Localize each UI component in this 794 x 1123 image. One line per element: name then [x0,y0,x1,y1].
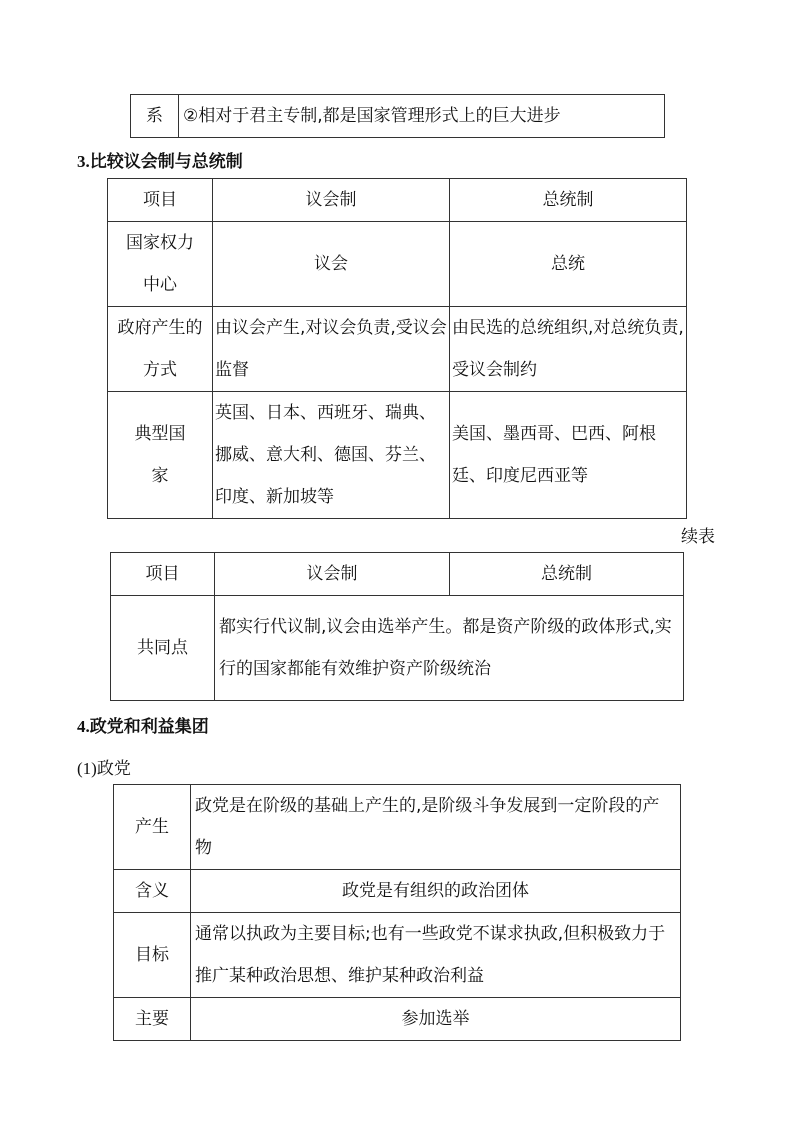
column-header: 总统制 [450,553,684,596]
row-text: 都实行代议制,议会由选举产生。都是资产阶级的政体形式,实行的国家都能有效维护资产阶级统治 [215,596,684,701]
table-row [114,998,681,1041]
row-label: 系 [131,95,179,138]
row-item: 政府产生的方式 [108,307,213,392]
column-header: 项目 [108,179,213,222]
continued-label: 续表 [681,527,715,547]
table-row [108,222,687,307]
table-row [114,870,681,913]
column-header: 总统制 [450,179,687,222]
section-heading-3 [77,147,243,172]
table-row [108,307,687,392]
section-number: 4. [77,717,90,736]
row-label: 产生 [114,785,191,870]
row-item: 国家权力中心 [108,222,213,307]
cell-parliamentary: 英国、日本、西班牙、瑞典、挪威、意大利、德国、芬兰、印度、新加坡等 [213,392,450,519]
row-text: 政党是有组织的政治团体 [191,870,681,913]
cell-presidential: 美国、墨西哥、巴西、阿根廷、印度尼西亚等 [450,392,687,519]
column-header: 议会制 [213,179,450,222]
table-header-row [108,179,687,222]
table-row [108,392,687,519]
row-text: ②相对于君主专制,都是国家管理形式上的巨大进步 [179,95,665,138]
row-item: 共同点 [111,596,215,701]
cell-presidential: 由民选的总统组织,对总统负责,受议会制约 [450,307,687,392]
column-header: 议会制 [215,553,450,596]
table-row [111,596,684,701]
row-label: 含义 [114,870,191,913]
section-title: 比较议会制与总统制 [89,152,243,172]
row-label: 主要 [114,998,191,1041]
cell-presidential: 总统 [450,222,687,307]
table-row [131,95,665,138]
table-header-row [111,553,684,596]
column-header: 项目 [111,553,215,596]
table-fragment-top [130,94,665,138]
section-heading-4 [77,712,209,737]
row-text: 参加选举 [191,998,681,1041]
section-number: 3. [77,152,90,171]
section-title: 政党和利益集团 [89,717,209,737]
table-row [114,913,681,998]
subsection-number: (1) [77,759,97,778]
row-text: 通常以执政为主要目标;也有一些政党不谋求执政,但积极致力于推广某种政治思想、维护某种政治利益 [191,913,681,998]
row-text: 政党是在阶级的基础上产生的,是阶级斗争发展到一定阶段的产物 [191,785,681,870]
cell-parliamentary: 议会 [213,222,450,307]
row-item: 典型国家 [108,392,213,519]
party-table [113,784,681,1041]
subsection-title: 政党 [96,759,131,779]
comparison-table [107,178,687,519]
row-label: 目标 [114,913,191,998]
table-row [114,785,681,870]
comparison-table-continued [110,552,684,701]
subsection-heading-1 [77,754,131,779]
cell-parliamentary: 由议会产生,对议会负责,受议会监督 [213,307,450,392]
